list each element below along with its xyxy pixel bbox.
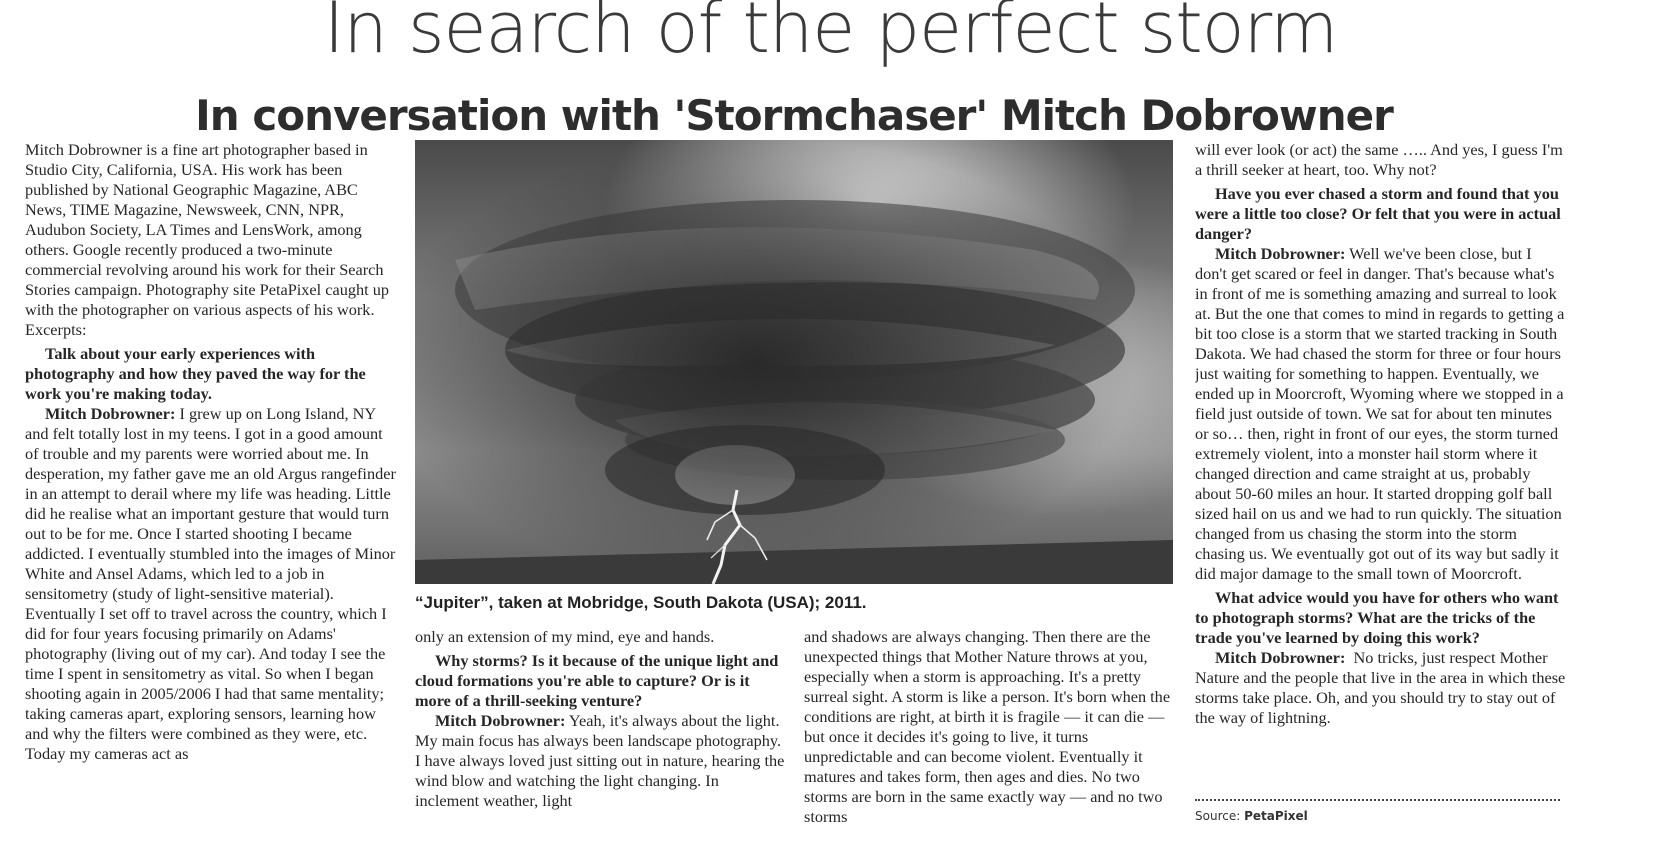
answer-3: Mitch Dobrowner: Well we've been close, but I don't get scared or feel in danger. That's because what's in front of me is something amazing and surreal to look at. But the one that comes to mind in regards to getting a bit too close is a storm that we started tracking in South Dakota. We had chased the storm for three or four hours just waiting for something to happen. Eventually, we ended up in Moorcroft, Wyoming where we stopped in a field just outside of town. We sat for about ten minutes or so… then, right in front of our eyes, the storm turned extremely violent, into a monster hail storm where it changed direction and came straight at us, probably about 50-60 miles an hour. It started dropping golf ball sized hail on us and we had to run quickly. The situation changed from us chasing the storm into the storm chasing us. We eventually got out of its way but sadly it did major damage to the small town of Moorcroft.: [1195, 244, 1565, 583]
question-2: Why storms? Is it because of the unique light and cloud formations you're able to capture? Or is it more of a thrill-seeking venture?: [415, 651, 779, 710]
answer-2-part-1: Mitch Dobrowner: Yeah, it's always about the light. My main focus has always been landscape photography. I have always loved just sitting out in nature, hearing the wind blow and watching the light changing. In inclement weather, light: [415, 711, 785, 810]
answer-1-part-1: Mitch Dobrowner: I grew up on Long Island, NY and felt totally lost in my teens. I got in a good amount of trouble and my parents were worried about me. In desperation, my father gave me an old Argus rangefinder in an attempt to derail where my life was heading. Little did he realise what an important gesture that would turn out to be for me. Once I started shooting I became addicted. I eventually stumbled into the images of Minor White and Ansel Adams, which led to a job in sensitometry (study of light-sensitive material). Eventually I set off to travel across the country, which I did for four years focusing primarily on Adams' photography (living out of my car). And today I see the time I spent in sensitometry as vital. So when I began shooting again in 2005/2006 I had that same mentality; taking cameras apart, exploring sensors, learning how and why the filters were combined as they were, etc. Today my cameras act as: [25, 404, 396, 763]
question-4: What advice would you have for others who want to photograph storms? What are the tricks of the trade you've learned by doing this work?: [1195, 588, 1559, 647]
speaker-label: Mitch Dobrowner:: [435, 711, 566, 730]
subheadline: In conversation with 'Stormchaser' Mitch Dobrowner: [195, 91, 1393, 140]
source-credit: Source: PetaPixel: [1195, 809, 1308, 823]
speaker-label: Mitch Dobrowner:: [45, 404, 176, 423]
speaker-label: Mitch Dobrowner:: [1215, 648, 1346, 667]
intro-paragraph: Mitch Dobrowner is a fine art photographer based in Studio City, California, USA. His work has been published by National Geographic Magazine, ABC News, TIME Magazine, Newsweek, CNN, NPR, Audubon Society, LA Times and LensWork, among others. Google recently produced a two-minute commercial revolving around his work for their Search Stories campaign. Photography site PetaPixel caught up with the photographer on various aspects of his work. Excerpts:: [25, 140, 390, 339]
answer-1-part-2: only an extension of my mind, eye and hands.: [415, 627, 715, 646]
headline: In search of the perfect storm: [323, 0, 1338, 69]
article-column-2: [415, 627, 787, 868]
photo-caption: “Jupiter”, taken at Mobridge, South Dakota (USA); 2011.: [415, 593, 867, 612]
question-3: Have you ever chased a storm and found that you were a little too close? Or felt that you were in actual danger?: [1195, 184, 1561, 243]
source-name: PetaPixel: [1244, 809, 1308, 823]
question-1: Talk about your early experiences with photography and how they paved the way for the work you're making today.: [25, 344, 366, 403]
article-column-1: [25, 140, 397, 868]
answer-2-part-2: and shadows are always changing. Then there are the unexpected things that Mother Nature throws at you, especially when a storm is approaching. It's a pretty surreal sight. A storm is like a person. It's born when the conditions are right, at birth it is fragile — it can die — but once it decides it's going to live, it turns unpredictable and can become violent. Eventually it matures and takes form, then ages and dies. No two storms are born in the same exactly way — and no two storms: [804, 627, 1171, 826]
speaker-label: Mitch Dobrowner:: [1215, 244, 1346, 263]
answer-2-part-3: will ever look (or act) the same ….. And yes, I guess I'm a thrill seeker at heart, too. Why not?: [1195, 140, 1563, 179]
storm-image: [415, 140, 1173, 584]
source-divider: [1195, 799, 1560, 801]
storm-photo: [415, 140, 1173, 584]
article-column-3: [804, 627, 1176, 868]
article-column-4: [1195, 140, 1567, 868]
answer-4: Mitch Dobrowner: No tricks, just respect Mother Nature and the people that live in the area in which these storms take place. Oh, and you should try to stay out of the way of lightning.: [1195, 648, 1566, 727]
